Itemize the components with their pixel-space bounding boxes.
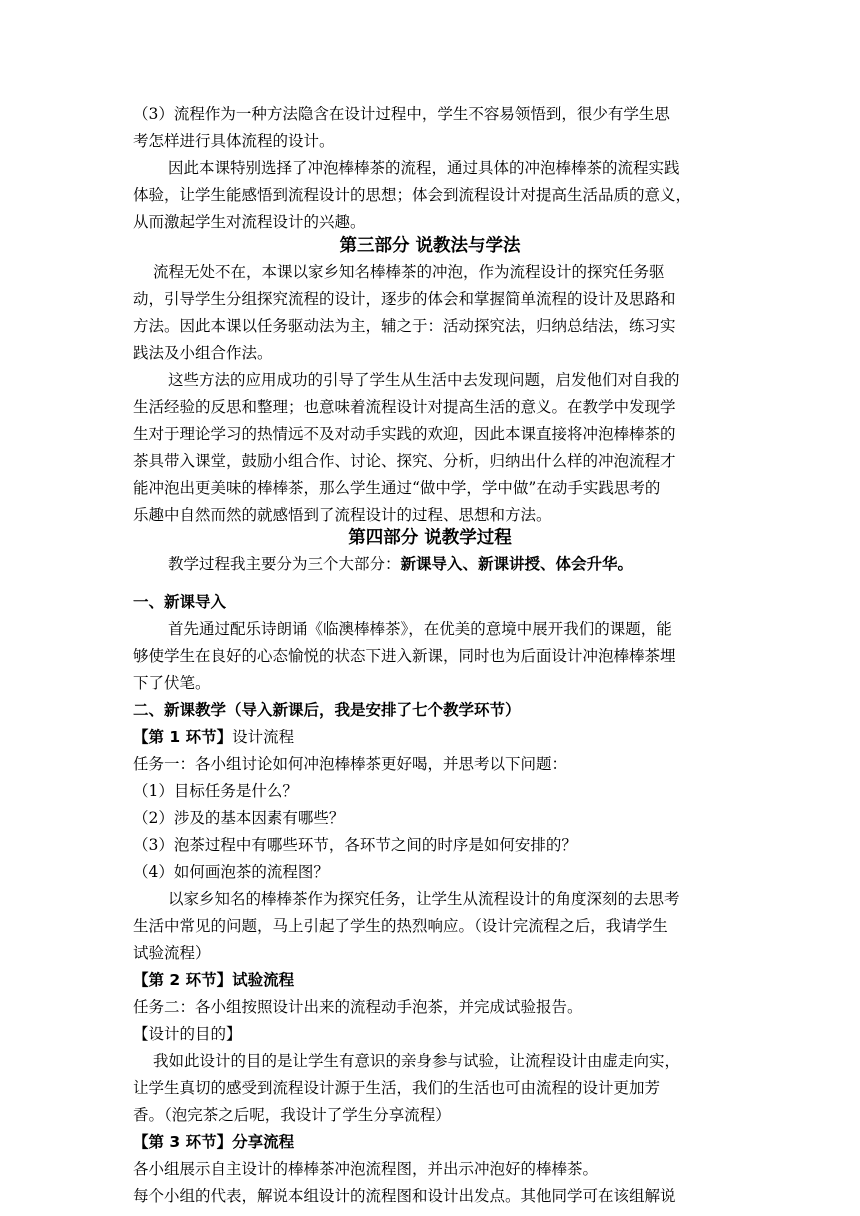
purpose-label: 【设计的目的】 — [133, 1025, 242, 1043]
paragraph-line: 体验，让学生能感悟到流程设计的思想；体会到流程设计对提高生活品质的意义， — [133, 186, 692, 204]
paragraph-line: 茶具带入课堂，鼓励小组合作、讨论、探究、分析，归纳出什么样的冲泡流程才 — [133, 452, 676, 470]
step-name: 分享流程 — [232, 1133, 295, 1151]
paragraph-line: 我如此设计的目的是让学生有意识的亲身参与试验，让流程设计由虚走向实， — [153, 1052, 681, 1070]
paragraph-line: 让学生真切的感受到流程设计源于生活，我们的生活也可由流程的设计更加芳 — [133, 1079, 661, 1097]
paragraph-line: 以家乡知名的棒棒茶作为探究任务，让学生从流程设计的角度深刻的去思考 — [168, 890, 680, 908]
step-tag: 【第 3 环节】 — [133, 1133, 233, 1151]
paragraph-line: 这些方法的应用成功的引导了学生从生活中去发现问题，启发他们对自我的 — [168, 371, 680, 389]
step-tag: 【第 1 环节】 — [133, 728, 233, 746]
paragraph-line: 够使学生在良好的心态愉悦的状态下进入新课，同时也为后面设计冲泡棒棒茶埋 — [133, 647, 676, 665]
question-line: （2）涉及的基本因素有哪些？ — [133, 809, 345, 827]
paragraph-line: 方法。因此本课以任务驱动法为主，辅之于：活动探究法，归纳总结法，练习实 — [133, 317, 676, 335]
overview-parts: 新课导入、新课讲授、体会升华。 — [400, 555, 634, 573]
step-name: 设计流程 — [232, 728, 295, 746]
paragraph-line: 能冲泡出更美味的棒棒茶，那么学生通过“做中学，学中做”在动手实践思考的 — [133, 479, 661, 497]
question-line: （4）如何画泡茶的流程图？ — [133, 863, 329, 881]
paragraph-line: 考怎样进行具体流程的设计。 — [133, 132, 335, 150]
paragraph-line — [168, 551, 768, 578]
step-tag: 【第 2 环节】 — [133, 971, 233, 989]
paragraph-line: 生活中常见的问题，马上引起了学生的热烈响应。（设计完流程之后，我请学生 — [133, 917, 668, 935]
paragraph-line: 各小组展示自主设计的棒棒茶冲泡流程图，并出示冲泡好的棒棒茶。 — [133, 1160, 599, 1178]
paragraph-line: 生对于理论学习的热情远不及对动手实践的欢迎，因此本课直接将冲泡棒棒茶的 — [133, 425, 676, 443]
paragraph-line: 流程无处不在，本课以家乡知名棒棒茶的冲泡，作为流程设计的探究任务驱 — [153, 263, 665, 281]
question-line: （1）目标任务是什么？ — [133, 782, 298, 800]
paragraph-line: 乐趣中自然而然的就感悟到了流程设计的过程、思想和方法。 — [133, 506, 552, 524]
task-line: 任务一：各小组讨论如何冲泡棒棒茶更好喝，并思考以下问题： — [133, 755, 568, 773]
paragraph-line: 下了伏笔。 — [133, 674, 211, 692]
paragraph-line: 香。（泡完茶之后呢，我设计了学生分享流程） — [133, 1106, 451, 1124]
task-line: 任务二：各小组按照设计出来的流程动手泡茶，并完成试验报告。 — [133, 998, 583, 1016]
paragraph-line: 每个小组的代表，解说本组设计的流程图和设计出发点。其他同学可在该组解说 — [133, 1187, 676, 1205]
paragraph-line: 试验流程） — [133, 944, 211, 962]
paragraph-line: 从而激起学生对流程设计的兴趣。 — [133, 213, 366, 231]
paragraph-line: 践法及小组合作法。 — [133, 344, 273, 362]
paragraph-line: 首先通过配乐诗朗诵《临澳棒棒茶》，在优美的意境中展开我们的课题，能 — [168, 620, 672, 638]
paragraph-line: （3）流程作为一种方法隐含在设计过程中，学生不容易领悟到，很少有学生思 — [133, 105, 670, 123]
overview-lead: 教学过程我主要分为三个大部分： — [168, 555, 401, 573]
step-name: 试验流程 — [232, 971, 295, 989]
paragraph-line: 因此本课特别选择了冲泡棒棒茶的流程，通过具体的冲泡棒棒茶的流程实践 — [168, 159, 680, 177]
step-2-heading — [133, 967, 733, 994]
section-heading-part4: 第四部分 说教学过程 — [348, 528, 512, 548]
section-title-teaching: 二、新课教学（导入新课后，我是安排了七个教学环节） — [133, 701, 521, 719]
section-heading-part3: 第三部分 说教法与学法 — [339, 236, 521, 256]
paragraph-line: 动，引导学生分组探究流程的设计，逐步的体会和掌握简单流程的设计及思路和 — [133, 290, 676, 308]
section-title-intro: 一、新课导入 — [133, 593, 227, 611]
question-line: （3）泡茶过程中有哪些环节，各环节之间的时序是如何安排的？ — [133, 836, 577, 854]
step-3-heading — [133, 1129, 733, 1156]
step-1-heading — [133, 724, 733, 751]
paragraph-line: 生活经验的反思和整理；也意味着流程设计对提高生活的意义。在教学中发现学 — [133, 398, 676, 416]
